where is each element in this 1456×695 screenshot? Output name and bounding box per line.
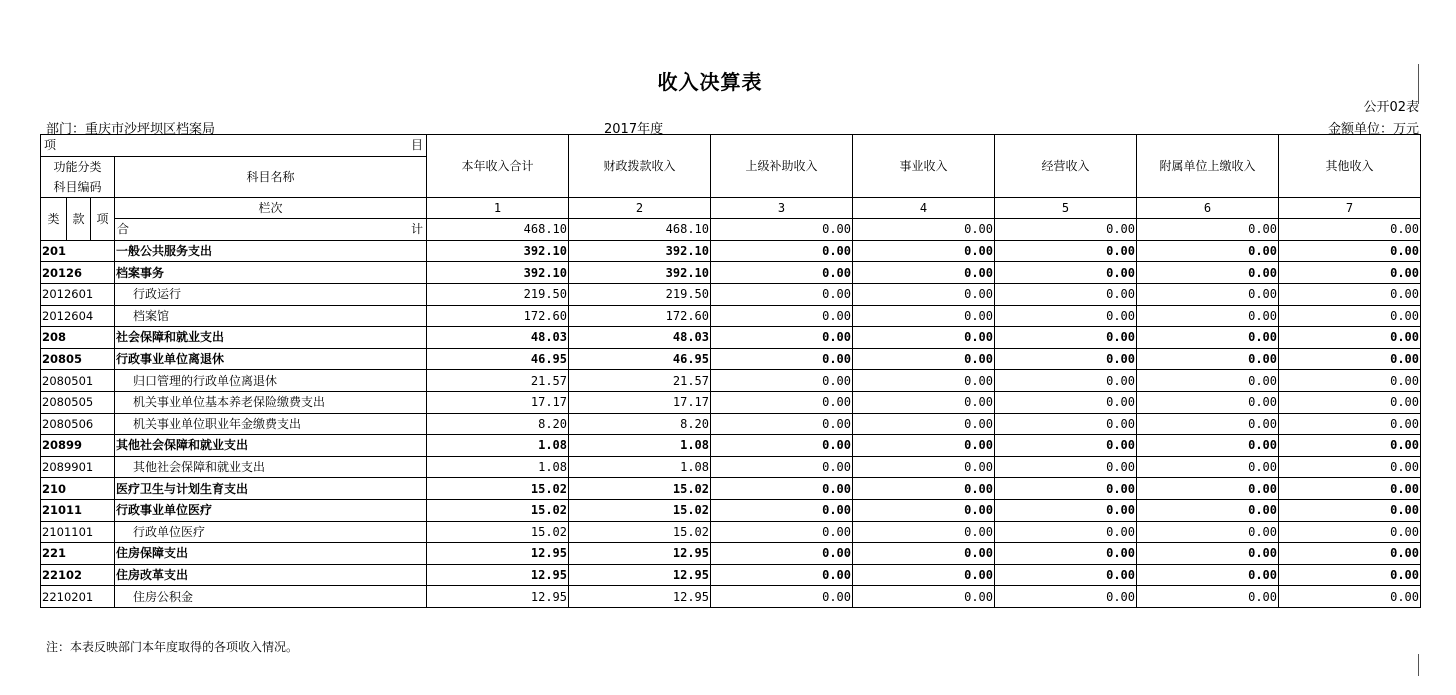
row-value-col-6: 0.00 — [1137, 435, 1279, 457]
row-value-col-7: 0.00 — [1279, 262, 1421, 284]
row-value-col-1: 48.03 — [427, 327, 569, 349]
row-code: 2210201 — [41, 586, 115, 608]
form-number: 公开02表 — [1363, 100, 1419, 115]
row-subject-name: 机关事业单位基本养老保险缴费支出 — [115, 391, 427, 413]
row-value-col-5: 0.00 — [995, 456, 1137, 478]
row-value-col-4: 0.00 — [853, 348, 995, 370]
table-row — [41, 370, 1421, 392]
row-value-col-3: 0.00 — [711, 305, 853, 327]
row-subject-name: 其他社会保障和就业支出 — [115, 435, 427, 457]
row-value-col-1: 12.95 — [427, 543, 569, 565]
row-value-col-2: 172.60 — [569, 305, 711, 327]
row-value-col-3: 0.00 — [711, 413, 853, 435]
row-code: 2080505 — [41, 391, 115, 413]
row-value-col-3: 0.00 — [711, 283, 853, 305]
row-value-col-4: 0.00 — [853, 499, 995, 521]
row-value-col-6: 0.00 — [1137, 327, 1279, 349]
table-row — [41, 262, 1421, 284]
table-row — [41, 327, 1421, 349]
row-value-col-2: 12.95 — [569, 543, 711, 565]
row-value-col-2: 392.10 — [569, 240, 711, 262]
row-code: 208 — [41, 327, 115, 349]
row-code: 210 — [41, 478, 115, 500]
row-value-col-3: 0.00 — [711, 586, 853, 608]
row-value-col-7: 0.00 — [1279, 586, 1421, 608]
row-value-col-2: 21.57 — [569, 370, 711, 392]
row-value-col-4: 0.00 — [853, 370, 995, 392]
col-number-1: 1 — [427, 197, 569, 219]
row-value-col-3: 0.00 — [711, 564, 853, 586]
row-value-col-2: 392.10 — [569, 262, 711, 284]
row-value-col-5: 0.00 — [995, 327, 1137, 349]
total-value-5: 0.00 — [995, 219, 1137, 241]
table-row — [41, 543, 1421, 565]
table-row — [41, 456, 1421, 478]
col-number-7: 7 — [1279, 197, 1421, 219]
row-value-col-6: 0.00 — [1137, 305, 1279, 327]
row-value-col-4: 0.00 — [853, 413, 995, 435]
row-subject-name: 机关事业单位职业年金缴费支出 — [115, 413, 427, 435]
table-row — [41, 413, 1421, 435]
row-value-col-2: 15.02 — [569, 478, 711, 500]
col-header-5: 经营收入 — [995, 135, 1137, 198]
row-value-col-4: 0.00 — [853, 262, 995, 284]
row-value-col-3: 0.00 — [711, 543, 853, 565]
row-value-col-7: 0.00 — [1279, 305, 1421, 327]
row-subject-name: 行政单位医疗 — [115, 521, 427, 543]
row-value-col-7: 0.00 — [1279, 348, 1421, 370]
department-label: 部门：重庆市沙坪坝区档案局 — [46, 122, 216, 137]
row-value-col-6: 0.00 — [1137, 456, 1279, 478]
row-value-col-2: 17.17 — [569, 391, 711, 413]
row-code: 2012604 — [41, 305, 115, 327]
table-row — [41, 348, 1421, 370]
row-value-col-1: 172.60 — [427, 305, 569, 327]
row-subject-name: 住房公积金 — [115, 586, 427, 608]
row-value-col-3: 0.00 — [711, 521, 853, 543]
row-code: 2101101 — [41, 521, 115, 543]
total-he: 合 — [117, 222, 130, 237]
total-value-7: 0.00 — [1279, 219, 1421, 241]
row-subject-name: 住房改革支出 — [115, 564, 427, 586]
total-value-4: 0.00 — [853, 219, 995, 241]
row-value-col-6: 0.00 — [1137, 391, 1279, 413]
col-number-5: 5 — [995, 197, 1137, 219]
row-code: 201 — [41, 240, 115, 262]
row-value-col-5: 0.00 — [995, 305, 1137, 327]
table-row — [41, 435, 1421, 457]
row-value-col-4: 0.00 — [853, 327, 995, 349]
col-header-1: 本年收入合计 — [427, 135, 569, 198]
row-value-col-1: 15.02 — [427, 478, 569, 500]
row-subject-name: 医疗卫生与计划生育支出 — [115, 478, 427, 500]
col-header-3: 上级补助收入 — [711, 135, 853, 198]
header-mu: 目 — [410, 138, 423, 152]
row-value-col-1: 46.95 — [427, 348, 569, 370]
row-value-col-3: 0.00 — [711, 327, 853, 349]
header-xiang-col: 项 — [91, 197, 115, 240]
table-row — [41, 564, 1421, 586]
row-value-col-1: 8.20 — [427, 413, 569, 435]
row-value-col-7: 0.00 — [1279, 435, 1421, 457]
header-lanci: 栏次 — [115, 197, 427, 219]
row-value-col-4: 0.00 — [853, 391, 995, 413]
row-value-col-6: 0.00 — [1137, 478, 1279, 500]
col-number-4: 4 — [853, 197, 995, 219]
row-value-col-2: 12.95 — [569, 564, 711, 586]
row-code: 21011 — [41, 499, 115, 521]
row-value-col-6: 0.00 — [1137, 262, 1279, 284]
row-value-col-5: 0.00 — [995, 499, 1137, 521]
row-value-col-1: 219.50 — [427, 283, 569, 305]
row-value-col-3: 0.00 — [711, 456, 853, 478]
col-number-6: 6 — [1137, 197, 1279, 219]
row-value-col-2: 8.20 — [569, 413, 711, 435]
total-value-2: 468.10 — [569, 219, 711, 241]
row-value-col-3: 0.00 — [711, 499, 853, 521]
table-row — [41, 521, 1421, 543]
row-value-col-6: 0.00 — [1137, 521, 1279, 543]
unit-label: 金额单位：万元 — [1327, 122, 1419, 137]
total-value-3: 0.00 — [711, 219, 853, 241]
row-value-col-1: 12.95 — [427, 564, 569, 586]
right-edge-line-bottom — [1418, 654, 1419, 676]
row-value-col-1: 15.02 — [427, 521, 569, 543]
row-value-col-6: 0.00 — [1137, 240, 1279, 262]
row-subject-name: 行政运行 — [115, 283, 427, 305]
row-subject-name: 社会保障和就业支出 — [115, 327, 427, 349]
row-code: 2080506 — [41, 413, 115, 435]
row-value-col-6: 0.00 — [1137, 413, 1279, 435]
row-value-col-5: 0.00 — [995, 391, 1137, 413]
row-value-col-6: 0.00 — [1137, 543, 1279, 565]
row-value-col-1: 15.02 — [427, 499, 569, 521]
row-value-col-3: 0.00 — [711, 262, 853, 284]
row-subject-name: 行政事业单位离退休 — [115, 348, 427, 370]
table-row — [41, 240, 1421, 262]
row-subject-name: 归口管理的行政单位离退休 — [115, 370, 427, 392]
row-code: 20126 — [41, 262, 115, 284]
row-code: 20805 — [41, 348, 115, 370]
row-value-col-4: 0.00 — [853, 435, 995, 457]
row-value-col-4: 0.00 — [853, 543, 995, 565]
row-value-col-5: 0.00 — [995, 521, 1137, 543]
row-value-col-5: 0.00 — [995, 543, 1137, 565]
row-value-col-5: 0.00 — [995, 586, 1137, 608]
row-subject-name: 档案馆 — [115, 305, 427, 327]
row-value-col-7: 0.00 — [1279, 413, 1421, 435]
row-subject-name: 一般公共服务支出 — [115, 240, 427, 262]
row-value-col-1: 1.08 — [427, 456, 569, 478]
row-value-col-4: 0.00 — [853, 586, 995, 608]
row-value-col-4: 0.00 — [853, 283, 995, 305]
table-row — [41, 391, 1421, 413]
row-value-col-5: 0.00 — [995, 435, 1137, 457]
row-value-col-7: 0.00 — [1279, 564, 1421, 586]
row-value-col-2: 219.50 — [569, 283, 711, 305]
row-value-col-6: 0.00 — [1137, 370, 1279, 392]
header-lei: 类 — [41, 197, 67, 240]
col-header-7: 其他收入 — [1279, 135, 1421, 198]
row-value-col-4: 0.00 — [853, 564, 995, 586]
row-subject-name: 其他社会保障和就业支出 — [115, 456, 427, 478]
row-value-col-7: 0.00 — [1279, 499, 1421, 521]
row-subject-name: 行政事业单位医疗 — [115, 499, 427, 521]
row-value-col-5: 0.00 — [995, 413, 1137, 435]
row-value-col-2: 12.95 — [569, 586, 711, 608]
row-value-col-4: 0.00 — [853, 240, 995, 262]
header-xiang: 项 — [44, 138, 57, 152]
row-value-col-3: 0.00 — [711, 391, 853, 413]
income-table — [40, 134, 1421, 608]
row-code: 221 — [41, 543, 115, 565]
row-value-col-1: 17.17 — [427, 391, 569, 413]
row-value-col-7: 0.00 — [1279, 370, 1421, 392]
row-value-col-1: 392.10 — [427, 240, 569, 262]
row-value-col-2: 46.95 — [569, 348, 711, 370]
row-value-col-1: 392.10 — [427, 262, 569, 284]
row-value-col-5: 0.00 — [995, 478, 1137, 500]
table-note: 注：本表反映部门本年度取得的各项收入情况。 — [46, 640, 299, 654]
row-value-col-3: 0.00 — [711, 435, 853, 457]
row-value-col-2: 15.02 — [569, 499, 711, 521]
row-value-col-1: 1.08 — [427, 435, 569, 457]
row-code: 2080501 — [41, 370, 115, 392]
total-value-1: 468.10 — [427, 219, 569, 241]
row-value-col-4: 0.00 — [853, 305, 995, 327]
row-subject-name: 档案事务 — [115, 262, 427, 284]
row-value-col-5: 0.00 — [995, 564, 1137, 586]
row-value-col-5: 0.00 — [995, 262, 1137, 284]
row-value-col-5: 0.00 — [995, 370, 1137, 392]
row-value-col-5: 0.00 — [995, 240, 1137, 262]
row-value-col-6: 0.00 — [1137, 564, 1279, 586]
row-value-col-7: 0.00 — [1279, 391, 1421, 413]
header-xiang-mu — [41, 135, 427, 157]
row-value-col-2: 48.03 — [569, 327, 711, 349]
row-code: 2089901 — [41, 456, 115, 478]
page-title: 收入决算表 — [657, 70, 763, 94]
row-value-col-4: 0.00 — [853, 456, 995, 478]
row-value-col-4: 0.00 — [853, 478, 995, 500]
row-value-col-7: 0.00 — [1279, 456, 1421, 478]
col-header-4: 事业收入 — [853, 135, 995, 198]
row-value-col-6: 0.00 — [1137, 586, 1279, 608]
col-number-3: 3 — [711, 197, 853, 219]
col-header-2: 财政拨款收入 — [569, 135, 711, 198]
total-ji: 计 — [410, 222, 423, 237]
row-value-col-3: 0.00 — [711, 240, 853, 262]
row-value-col-6: 0.00 — [1137, 348, 1279, 370]
total-value-6: 0.00 — [1137, 219, 1279, 241]
year-label: 2017年度 — [604, 122, 664, 137]
row-code: 22102 — [41, 564, 115, 586]
row-value-col-7: 0.00 — [1279, 283, 1421, 305]
row-value-col-3: 0.00 — [711, 478, 853, 500]
table-row — [41, 499, 1421, 521]
row-value-col-4: 0.00 — [853, 521, 995, 543]
row-value-col-7: 0.00 — [1279, 521, 1421, 543]
row-value-col-1: 12.95 — [427, 586, 569, 608]
header-func-code: 功能分类 科目编码 — [41, 156, 115, 197]
row-value-col-7: 0.00 — [1279, 478, 1421, 500]
row-subject-name: 住房保障支出 — [115, 543, 427, 565]
col-header-6: 附属单位上缴收入 — [1137, 135, 1279, 198]
table-row — [41, 305, 1421, 327]
row-value-col-5: 0.00 — [995, 283, 1137, 305]
row-value-col-6: 0.00 — [1137, 283, 1279, 305]
row-value-col-7: 0.00 — [1279, 327, 1421, 349]
row-value-col-6: 0.00 — [1137, 499, 1279, 521]
table-row — [41, 478, 1421, 500]
header-subject-name: 科目名称 — [115, 156, 427, 197]
row-value-col-1: 21.57 — [427, 370, 569, 392]
row-value-col-5: 0.00 — [995, 348, 1137, 370]
total-label-cell — [115, 219, 427, 241]
row-value-col-3: 0.00 — [711, 370, 853, 392]
row-value-col-3: 0.00 — [711, 348, 853, 370]
row-value-col-2: 1.08 — [569, 456, 711, 478]
table-row — [41, 283, 1421, 305]
row-value-col-2: 1.08 — [569, 435, 711, 457]
row-value-col-2: 15.02 — [569, 521, 711, 543]
table-row — [41, 586, 1421, 608]
row-value-col-7: 0.00 — [1279, 543, 1421, 565]
col-number-2: 2 — [569, 197, 711, 219]
row-code: 2012601 — [41, 283, 115, 305]
row-code: 20899 — [41, 435, 115, 457]
row-value-col-7: 0.00 — [1279, 240, 1421, 262]
header-kuan: 款 — [67, 197, 91, 240]
